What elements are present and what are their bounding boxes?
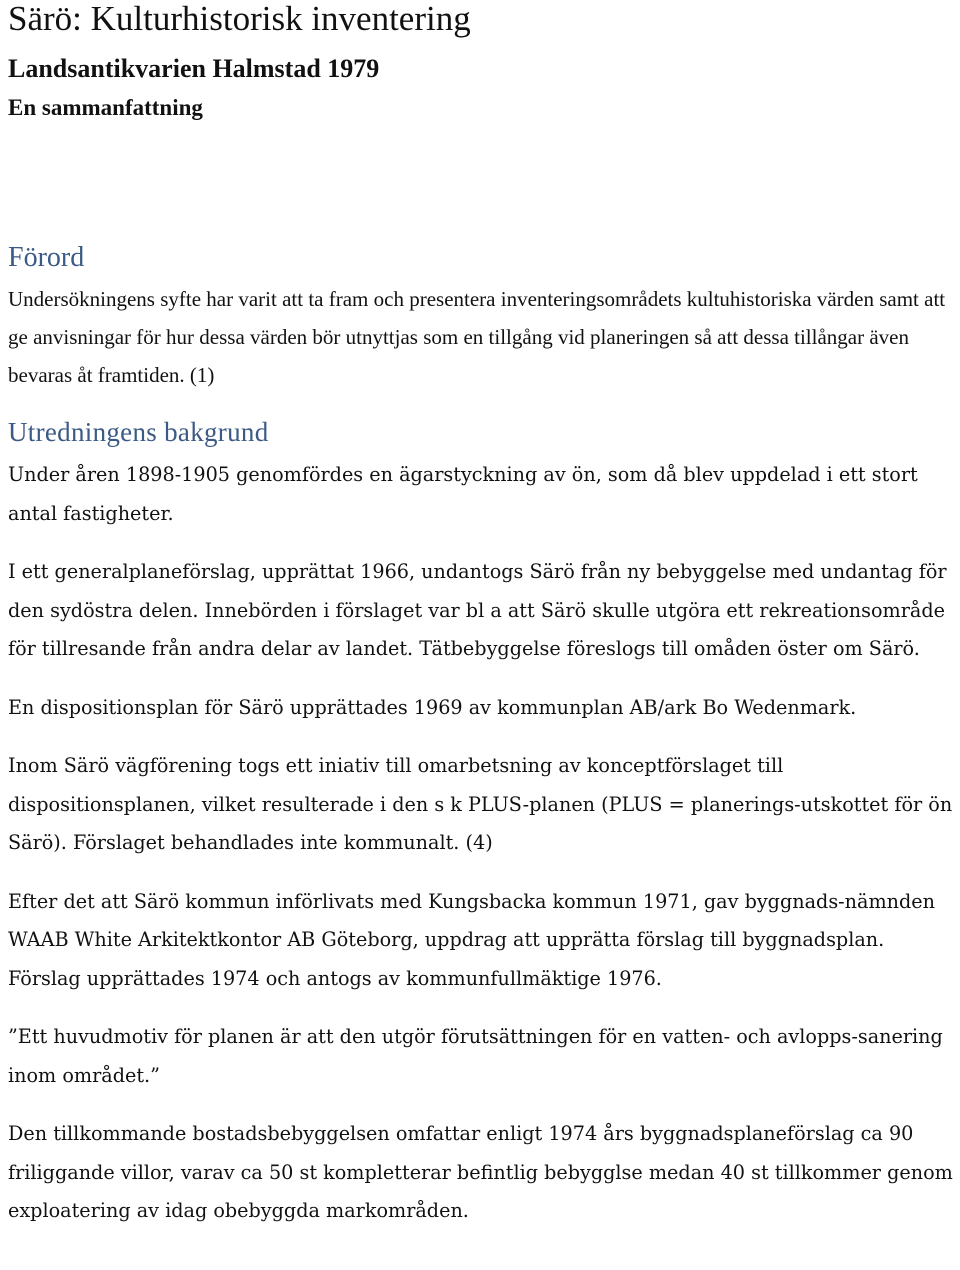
section-heading-forord: Förord	[8, 242, 85, 273]
bakgrund-paragraph: Efter det att Särö kommun införlivats med Kungsbacka kommun 1971, gav byggnads-nämnden WAAB White Arkitektkontor AB Göteborg, uppdrag att upprätta förslag till byggnadsplan. Förslag upprättades 1974 och antogs av kommunfullmäktige 1976.	[8, 889, 936, 990]
document-subtitle: Landsantikvarien Halmstad 1979	[8, 54, 380, 83]
forord-paragraph: Undersökningens syfte har varit att ta fram och presentera inventeringsområdets kultuhistoriska värden samt att ge anvisningar för hur dessa värden bör utnyttjas som en tillgång vid planeringen så att dessa tillångar även bevaras åt framtiden. (1)	[8, 287, 946, 387]
section-heading-bakgrund: Utredningens bakgrund	[8, 417, 269, 447]
document-subsubtitle: En sammanfattning	[8, 95, 203, 120]
document-title: Särö: Kulturhistorisk inventering	[8, 0, 471, 38]
bakgrund-paragraph: Under åren 1898-1905 genomfördes en ägarstyckning av ön, som då blev uppdelad i ett stort antal fastigheter.	[8, 463, 918, 525]
bakgrund-quote: ”Ett huvudmotiv för planen är att den utgör förutsättningen för en vatten- och avlopps-sanering inom området.”	[8, 1025, 943, 1087]
bakgrund-paragraph: Den tillkommande bostadsbebyggelsen omfattar enligt 1974 års byggnadsplaneförslag ca 90 friliggande villor, varav ca 50 st kompletterar befintlig bebygglse medan 40 st tillkommer genom exploatering av idag obebyggda markområden.	[8, 1122, 953, 1222]
bakgrund-paragraph: I ett generalplaneförslag, upprättat 1966, undantogs Särö från ny bebyggelse med undantag för den sydöstra delen. Innebörden i förslaget var bl a att Särö skulle utgöra ett rekreationsområde för tillresande från andra delar av landet. Tätbebyggelse föreslogs till omåden öster om Särö.	[8, 560, 947, 660]
bakgrund-paragraph: En dispositionsplan för Särö upprättades 1969 av kommunplan AB/ark Bo Wedenmark.	[8, 695, 857, 719]
bakgrund-paragraph: Inom Särö vägförening togs ett iniativ till omarbetsning av konceptförslaget till dispositionsplanen, vilket resulterade i den s k PLUS-planen (PLUS = planerings-utskottet för ön Särö). Förslaget behandlades inte kommunalt. (4)	[8, 754, 953, 854]
document-page	[8, 0, 954, 1231]
